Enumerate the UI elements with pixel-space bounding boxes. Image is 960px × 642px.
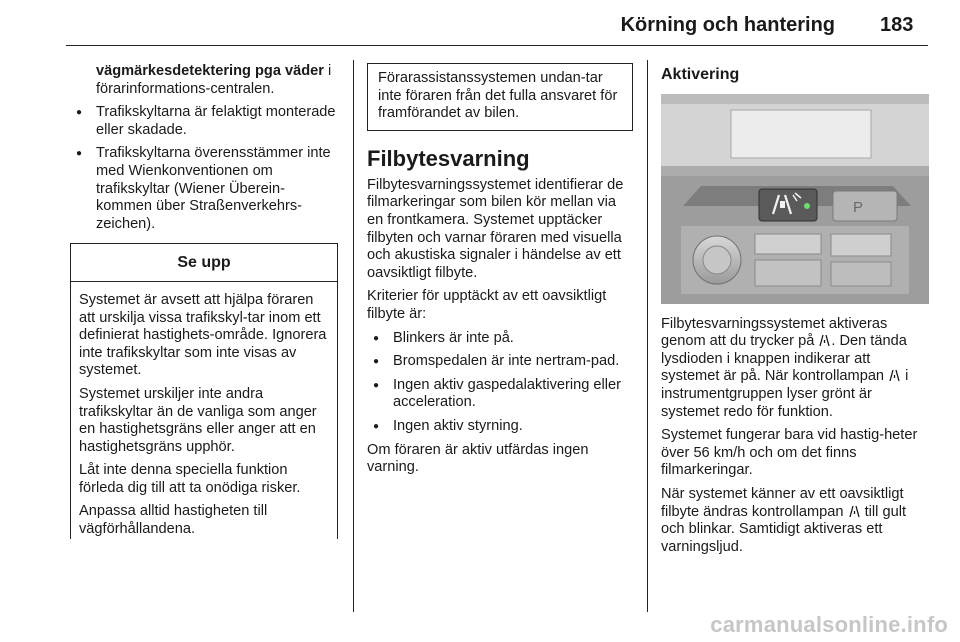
caution-box — [70, 243, 338, 538]
section-heading: Filbytesvarning — [367, 145, 530, 171]
caution-paragraph: Låt inte denna speciella funktion förleda dig till att ta onödiga risker. — [79, 462, 301, 496]
criteria-item: ● Ingen aktiv styrning. — [367, 418, 633, 436]
svg-text:P: P — [853, 198, 864, 216]
intro-paragraph: Filbytesvarningssystemet identifierar de filmarkeringar som bilen kör mellan via en frontkamera. Systemet upptäcker filbyten och varnar föraren med visuella och akustiska signaler i händelse av ett oavsiktligt filbyte. — [367, 176, 624, 281]
page-number: 183 — [880, 14, 914, 36]
caution-paragraph: Systemet är avsett att hjälpa föraren att urskilja vissa trafikskyl-tar inom ett definierat hastighets-område. Ignorera inte trafikskyltar som inte visas av systemet. — [79, 291, 327, 379]
column-divider-1 — [353, 60, 354, 612]
criteria-item: ● Bromspedalen är inte nertram-pad. — [367, 353, 633, 371]
bullet-item: ● Trafikskyltarna är felaktigt monterade eller skadade. — [70, 104, 338, 139]
activation-paragraph: Filbytesvarningssystemet aktiveras genom att du trycker på . Den tända lysdioden i knappen indikerar att systemet är på. När kontrollampan i instrumentgruppen lyser grönt är systemet redo för funktion. — [661, 315, 909, 420]
column-3 — [661, 66, 929, 562]
lane-departure-icon — [848, 505, 861, 518]
column-2 — [367, 63, 633, 483]
note-box: Förarassistanssystemen undan-tar inte föraren från det fulla ansvaret för framförandet av bilen. — [367, 63, 633, 131]
speed-paragraph: Systemet fungerar bara vid hastig-heter över 56 km/h och om det finns filmarkeringar. — [661, 427, 918, 479]
watermark: carmanualsonline.info — [710, 612, 948, 637]
column-divider-2 — [647, 60, 648, 612]
section-title: Körning och hantering — [620, 14, 835, 36]
caution-paragraph: Anpassa alltid hastigheten till vägförhållandena. — [79, 503, 268, 538]
caution-title: Se upp — [71, 244, 337, 282]
caution-body — [71, 282, 337, 539]
column-1 — [70, 63, 338, 539]
criteria-item: ● Ingen aktiv gaspedalaktivering eller acceleration. — [367, 377, 633, 412]
outro-paragraph: Om föraren är aktiv utfärdas ingen varning. — [367, 441, 589, 476]
header-rule — [66, 45, 928, 46]
caution-paragraph: Systemet urskiljer inte andra trafikskyltar än de vanliga som anger en hastighetsgräns eller anger att en hastighetsgräns upphör. — [79, 385, 317, 455]
dashboard-photo — [661, 94, 929, 304]
subsection-heading: Aktivering — [661, 66, 740, 83]
criteria-intro: Kriterier för upptäckt av ett oavsiktligt filbyte är: — [367, 288, 607, 322]
lane-departure-icon — [818, 334, 831, 347]
warning-paragraph: När systemet känner av ett oavsiktligt filbyte ändras kontrollampan till gult och blinkar. Samtidigt aktiveras ett varningsljud. — [661, 485, 906, 555]
lane-departure-icon — [888, 369, 901, 382]
bullet-item: ● Trafikskyltarna överensstämmer inte med Wienkonventionen om trafikskyltar (Wiener Überein-kommen über Straßenverkehrs-zeichen). — [70, 145, 338, 233]
criteria-item: ● Blinkers är inte på. — [367, 330, 633, 348]
continued-item: vägmärkesdetektering pga väder i förarinformations-centralen. — [96, 63, 332, 97]
